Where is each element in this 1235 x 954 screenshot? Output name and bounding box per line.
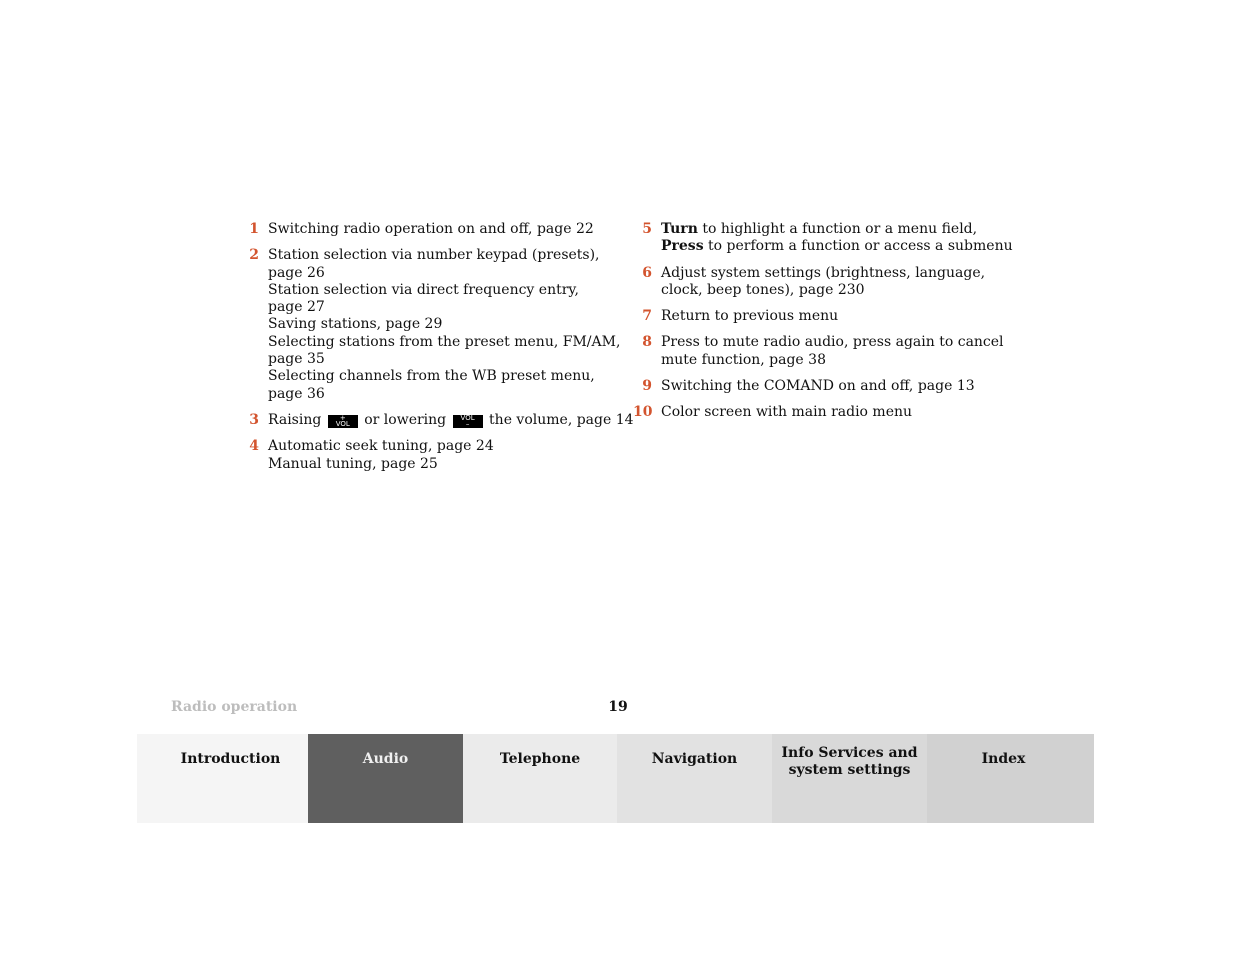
item-number: 10 — [633, 404, 653, 421]
chapter-tab-bar — [137, 734, 1094, 823]
tab-label: Audio — [362, 751, 409, 767]
tab-index[interactable] — [927, 734, 1094, 823]
item-text: Selecting channels from the WB preset menu, — [268, 368, 595, 385]
right-column — [633, 221, 1013, 431]
volume-down-label: VOL — [460, 413, 475, 422]
item-number: 8 — [642, 334, 652, 351]
item-text — [661, 221, 1003, 238]
tab-label-line-1: Info Services and — [781, 745, 918, 761]
the-volume-text: the volume, page 14 — [489, 411, 634, 428]
tab-telephone[interactable] — [463, 734, 617, 823]
list-item-3 — [240, 411, 634, 429]
item-number: 4 — [249, 438, 259, 455]
list-item-1 — [240, 221, 620, 238]
item-text: Selecting stations from the preset menu, FM/AM, — [268, 333, 621, 350]
item-text: Color screen with main radio menu — [661, 404, 913, 421]
tab-navigation[interactable] — [617, 734, 772, 823]
list-item-4 — [240, 438, 620, 473]
item-text: clock, beep tones), page 230 — [661, 281, 865, 298]
tab-label: Navigation — [651, 751, 738, 767]
tab-label: Introduction — [180, 751, 281, 767]
list-item-10 — [633, 404, 1003, 421]
or-lowering-text: or lowering — [364, 411, 447, 428]
volume-down-sign: – — [465, 419, 470, 428]
volume-up-label: VOL — [335, 419, 350, 428]
item-text: page 36 — [268, 385, 325, 402]
tab-label: Telephone — [499, 751, 581, 767]
turn-description: to highlight a function or a menu field, — [702, 221, 978, 237]
section-title: Radio operation — [171, 699, 298, 715]
item-text: Station selection via number keypad (presets), — [268, 247, 600, 264]
item-text: page 35 — [268, 351, 325, 368]
item-text: Press to mute radio audio, press again to cancel — [661, 334, 1004, 351]
tab-label: Index — [981, 751, 1026, 767]
item-number: 6 — [642, 264, 652, 281]
volume-up-icon — [328, 415, 358, 428]
item-number: 1 — [249, 221, 259, 237]
item-text — [268, 411, 634, 429]
raising-text: Raising — [268, 411, 322, 428]
item-number: 3 — [249, 411, 259, 428]
tab-audio[interactable] — [308, 734, 463, 823]
item-number: 9 — [642, 378, 652, 395]
item-text: Saving stations, page 29 — [268, 316, 443, 333]
list-item-8 — [633, 334, 1003, 369]
item-text: Adjust system settings (brightness, language, — [661, 264, 986, 281]
volume-up-sign: + — [339, 413, 346, 422]
left-column — [240, 221, 634, 482]
item-text — [661, 238, 1013, 255]
tab-label-line-2: system settings — [788, 762, 911, 778]
list-item-2 — [240, 247, 620, 403]
item-number: 5 — [642, 221, 652, 237]
turn-keyword: Turn — [661, 221, 698, 237]
item-text: mute function, page 38 — [661, 351, 826, 368]
item-text: page 26 — [268, 264, 325, 281]
item-text: Manual tuning, page 25 — [268, 455, 438, 472]
item-text: Switching the COMAND on and off, page 13 — [661, 378, 975, 395]
press-keyword: Press — [661, 238, 704, 255]
list-item-6 — [633, 265, 1003, 300]
volume-down-icon — [453, 415, 483, 428]
tab-introduction[interactable] — [137, 734, 308, 823]
item-number: 2 — [249, 247, 259, 264]
list-item-5 — [633, 221, 1013, 256]
item-text: Automatic seek tuning, page 24 — [268, 438, 494, 455]
item-text: Station selection via direct frequency entry, — [268, 281, 579, 298]
item-text: page 27 — [268, 299, 325, 316]
tab-info-services[interactable] — [772, 734, 927, 823]
list-item-9 — [633, 378, 1003, 395]
list-item-7 — [633, 308, 1003, 325]
item-number: 7 — [642, 308, 652, 325]
item-text: Return to previous menu — [661, 308, 839, 325]
page-number: 19 — [608, 699, 628, 715]
press-description: to perform a function or access a submenu — [708, 238, 1013, 255]
item-text: Switching radio operation on and off, page 22 — [268, 221, 594, 237]
